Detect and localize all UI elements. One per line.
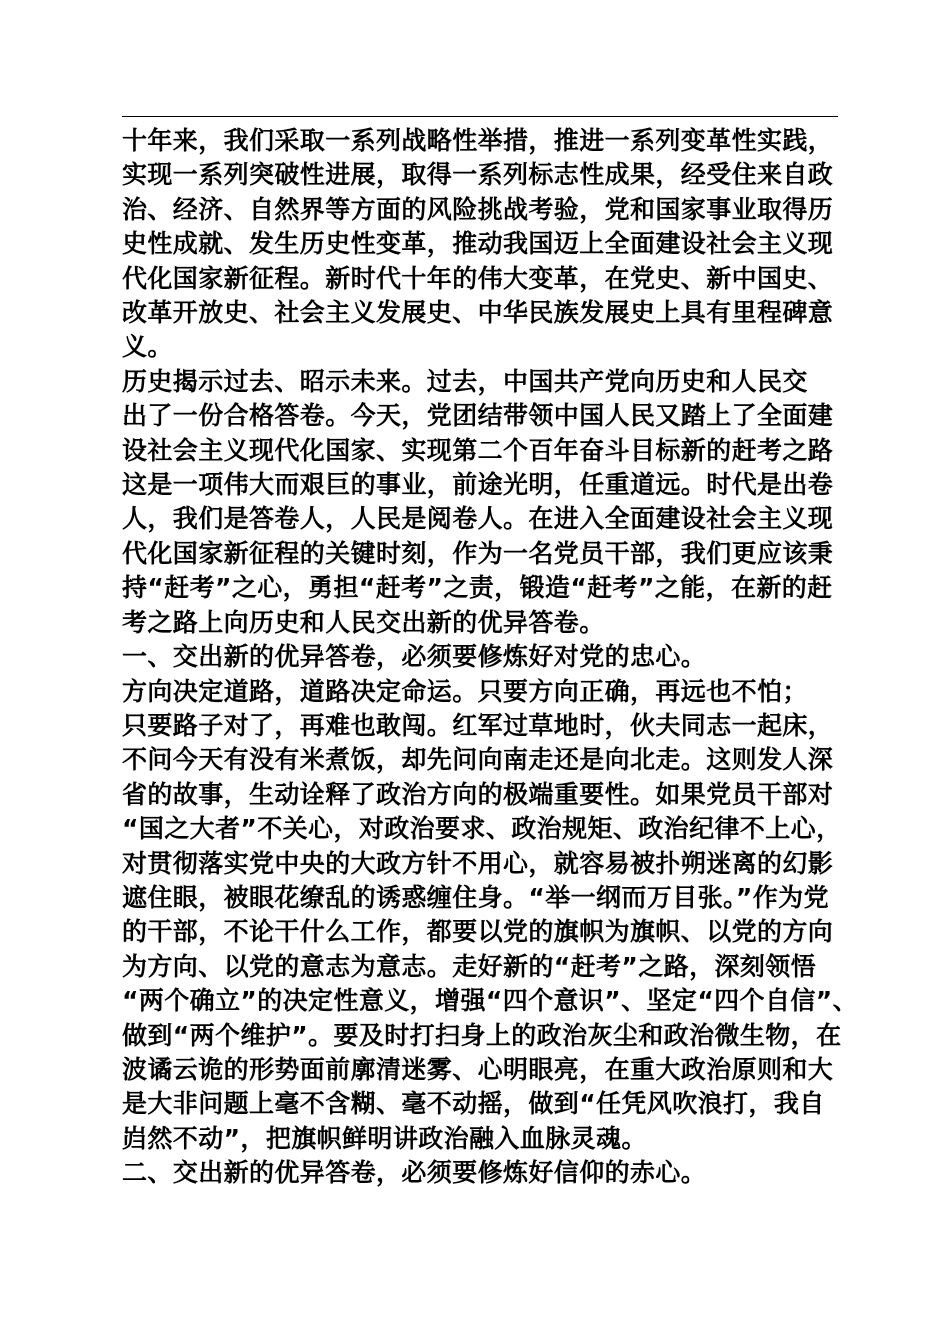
text-line: 方向决定道路，道路决定命运。只要方向正确，再远也不怕；	[122, 676, 808, 706]
text-line: 出了一份合格答卷。今天，党团结带领中国人民又踏上了全面建	[122, 401, 834, 431]
text-line: 不问今天有没有米煮饭，却先问向南走还是向北走。这则发人深	[122, 745, 834, 775]
text-line: 历史揭示过去、昭示未来。过去，中国共产党向历史和人民交	[122, 366, 808, 396]
text-line: “国之大者”不关心，对政治要求、政治规矩、政治纪律不上心，	[122, 814, 842, 844]
text-line: 做到“两个维护”。要及时打扫身上的政治灰尘和政治微生物，在	[122, 1020, 842, 1050]
text-line: 十年来，我们采取一系列战略性举措，推进一系列变革性实践，	[122, 126, 834, 155]
document-body	[122, 124, 862, 1191]
paragraph	[122, 124, 862, 365]
text-line: 持“赶考”之心，勇担“赶考”之责，锻造“赶考”之能，在新的赶	[122, 573, 833, 603]
text-line: 一、交出新的优异答卷，必须要修炼好对党的忠心。	[122, 642, 707, 672]
text-line: 设社会主义现代化国家、实现第二个百年奋斗目标新的赶考之路	[122, 435, 834, 465]
paragraph	[122, 365, 862, 640]
paragraph	[122, 675, 862, 1157]
text-line: 对贯彻落实党中央的大政方针不用心，就容易被扑朔迷离的幻影	[122, 848, 834, 878]
text-line: 的干部，不论干什么工作，都要以党的旗帜为旗帜、以党的方向	[122, 917, 834, 947]
text-line: 遮住眼，被眼花缭乱的诱惑缠住身。“举一纲而万目张。”作为党	[122, 882, 829, 912]
text-line: 波谲云诡的形势面前廓清迷雾、心明眼亮，在重大政治原则和大	[122, 1054, 834, 1084]
text-line: 只要路子对了，再难也敢闯。红军过草地时，伙夫同志一起床，	[122, 710, 834, 740]
text-line: 这是一项伟大而艰巨的事业，前途光明，任重道远。时代是出卷	[122, 470, 834, 500]
text-line: 二、交出新的优异答卷，必须要修炼好信仰的赤心。	[122, 1158, 707, 1188]
text-line: 岿然不动”，把旗帜鲜明讲政治融入血脉灵魂。	[122, 1123, 647, 1153]
text-line: 是大非问题上毫不含糊、毫不动摇，做到“任凭风吹浪打，我自	[122, 1089, 825, 1119]
text-line: 史性成就、发生历史性变革，推动我国迈上全面建设社会主义现	[122, 229, 834, 259]
text-line: 改革开放史、社会主义发展史、中华民族发展史上具有里程碑意	[122, 298, 834, 328]
text-line: 代化国家新征程的关键时刻，作为一名党员干部，我们更应该秉	[122, 538, 834, 568]
text-line: 为方向、以党的意志为意志。走好新的“赶考”之路，深刻领悟	[122, 951, 817, 981]
text-line: 省的故事，生动诠释了政治方向的极端重要性。如果党员干部对	[122, 779, 834, 809]
text-line: “两个确立”的决定性意义，增强“四个意识”、坚定“四个自信”、	[122, 986, 858, 1016]
text-line: 人，我们是答卷人，人民是阅卷人。在进入全面建设社会主义现	[122, 504, 834, 534]
paragraph	[122, 640, 862, 674]
text-line: 治、经济、自然界等方面的风险挑战考验，党和国家事业取得历	[122, 194, 834, 224]
text-line: 义。	[122, 332, 173, 362]
header-rule	[122, 116, 838, 117]
paragraph	[122, 1156, 862, 1190]
text-line: 考之路上向历史和人民交出新的优异答卷。	[122, 607, 605, 637]
text-line: 实现一系列突破性进展，取得一系列标志性成果，经受住来自政	[122, 160, 834, 190]
text-line: 代化国家新征程。新时代十年的伟大变革，在党史、新中国史、	[122, 263, 834, 293]
